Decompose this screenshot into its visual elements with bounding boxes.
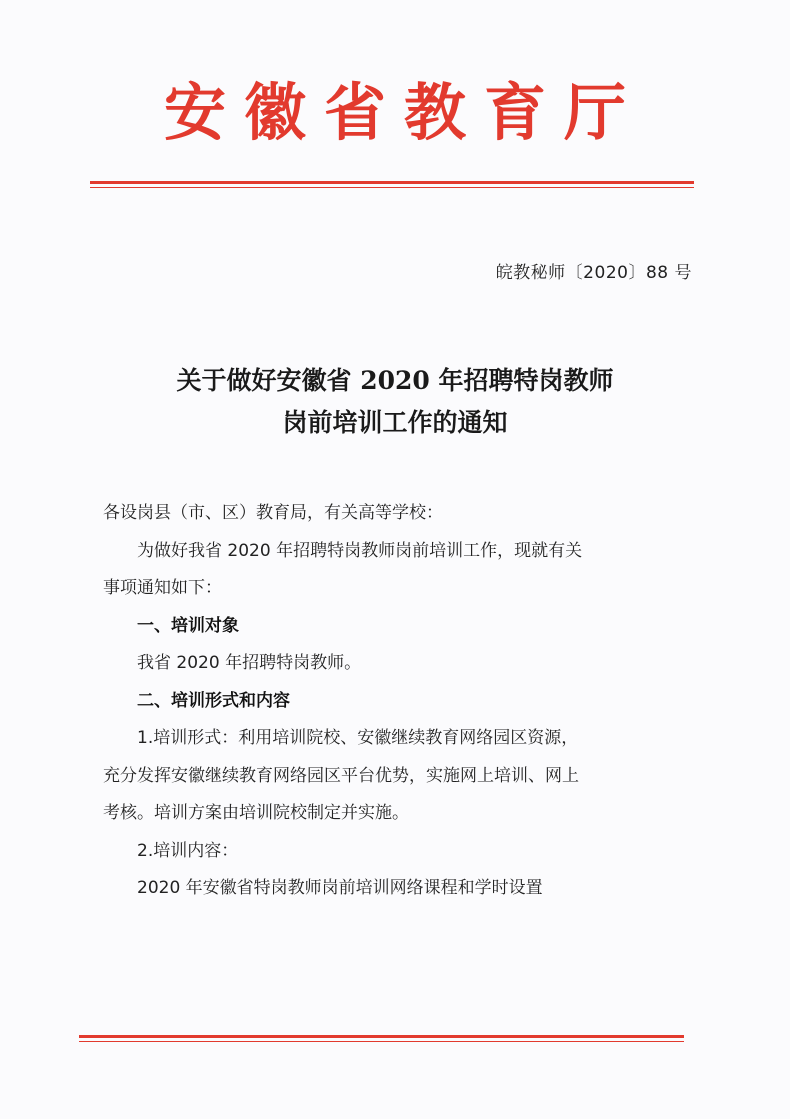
intro-line-1: 为做好我省 2020 年招聘特岗教师岗前培训工作，现就有关 <box>137 540 583 561</box>
letterhead-title: 安徽省教育厅 <box>163 76 644 149</box>
footer-rule-thin-line <box>79 1041 684 1042</box>
section-1-heading: 一、培训对象 <box>137 615 239 636</box>
section-1-text: 我省 2020 年招聘特岗教师。 <box>137 653 362 673</box>
document-number: 皖教秘师〔2020〕88 号 <box>495 263 692 283</box>
document-body <box>103 495 703 908</box>
section-2-item-1-line-3: 考核。培训方案由培训院校制定并实施。 <box>103 803 409 823</box>
salutation: 各设岗县（市、区）教育局，有关高等学校： <box>103 503 443 523</box>
section-2-item-1-line-2: 充分发挥安徽继续教育网络园区平台优势，实施网上培训、网上 <box>103 765 579 786</box>
title-line-1: 关于做好安徽省 2020 年招聘特岗教师 <box>176 366 614 395</box>
intro-line-2: 事项通知如下： <box>103 578 222 598</box>
section-2-item-1-line-1: 1.培训形式：利用培训院校、安徽继续教育网络园区资源， <box>137 728 579 748</box>
letterhead-rule-top <box>90 181 694 188</box>
document-title <box>0 360 790 444</box>
rule-thin-line <box>90 187 694 188</box>
footer-rule <box>79 1035 684 1042</box>
section-2-heading: 二、培训形式和内容 <box>137 690 290 711</box>
title-line-2: 岗前培训工作的通知 <box>282 408 508 437</box>
section-2-item-2-text: 2020 年安徽省特岗教师岗前培训网络课程和学时设置 <box>137 878 543 898</box>
section-2-item-2-label: 2.培训内容： <box>137 840 239 861</box>
